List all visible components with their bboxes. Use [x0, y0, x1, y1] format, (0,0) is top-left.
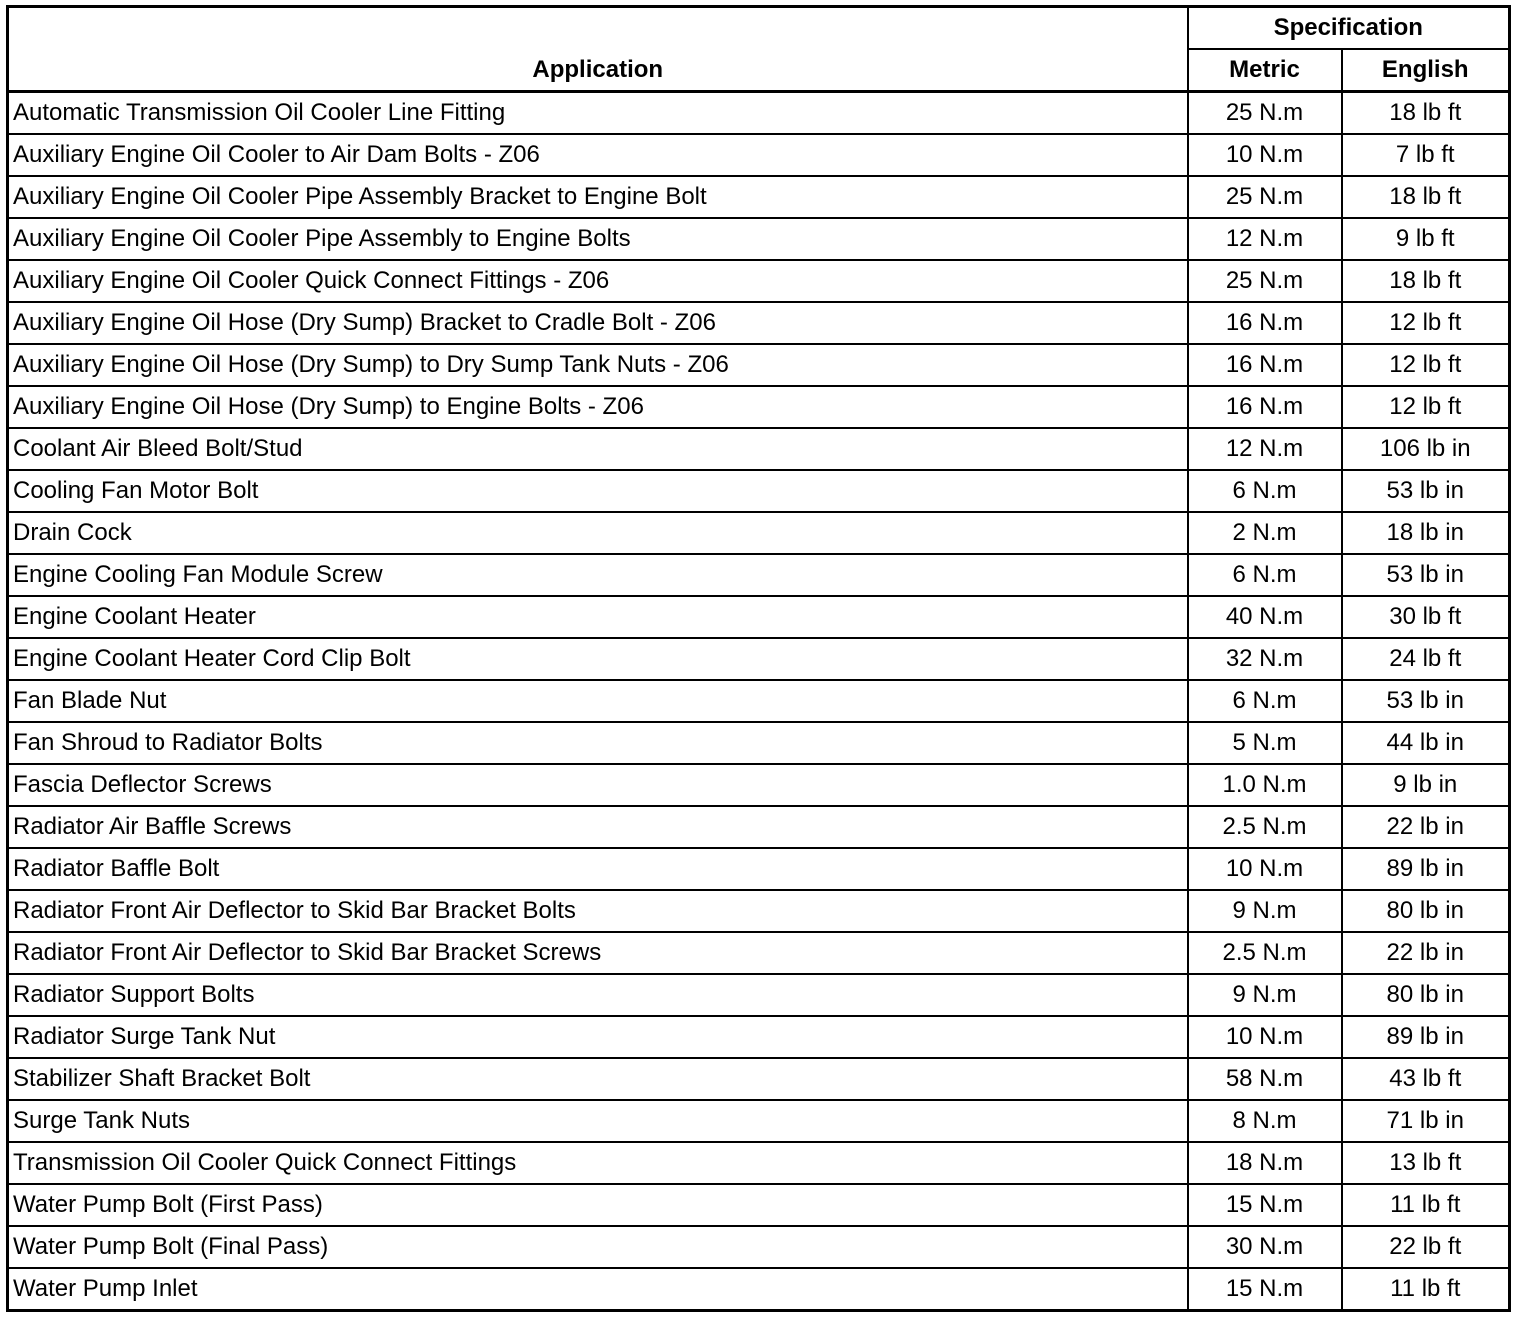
application-cell: Transmission Oil Cooler Quick Connect Fittings [8, 1142, 1188, 1184]
english-cell: 22 lb ft [1342, 1226, 1510, 1268]
metric-cell: 16 N.m [1188, 386, 1342, 428]
metric-cell: 25 N.m [1188, 260, 1342, 302]
table-header [8, 7, 1510, 92]
metric-cell: 15 N.m [1188, 1268, 1342, 1311]
table-row [8, 974, 1510, 1016]
table-row [8, 92, 1510, 135]
application-cell: Cooling Fan Motor Bolt [8, 470, 1188, 512]
table-row [8, 932, 1510, 974]
english-cell: 22 lb in [1342, 806, 1510, 848]
english-cell: 89 lb in [1342, 848, 1510, 890]
metric-cell: 2 N.m [1188, 512, 1342, 554]
english-cell: 80 lb in [1342, 890, 1510, 932]
table-row [8, 596, 1510, 638]
table-row [8, 806, 1510, 848]
english-cell: 18 lb ft [1342, 176, 1510, 218]
application-cell: Auxiliary Engine Oil Hose (Dry Sump) to Engine Bolts - Z06 [8, 386, 1188, 428]
metric-cell: 9 N.m [1188, 974, 1342, 1016]
application-column-header: Application [8, 7, 1188, 92]
table-row [8, 1184, 1510, 1226]
table-row [8, 1142, 1510, 1184]
metric-cell: 18 N.m [1188, 1142, 1342, 1184]
english-cell: 9 lb ft [1342, 218, 1510, 260]
table-row [8, 1058, 1510, 1100]
table-row [8, 1100, 1510, 1142]
english-column-header: English [1342, 49, 1510, 92]
english-cell: 18 lb in [1342, 512, 1510, 554]
application-cell: Fascia Deflector Screws [8, 764, 1188, 806]
application-cell: Auxiliary Engine Oil Cooler to Air Dam Bolts - Z06 [8, 134, 1188, 176]
metric-cell: 6 N.m [1188, 470, 1342, 512]
metric-cell: 6 N.m [1188, 680, 1342, 722]
english-cell: 80 lb in [1342, 974, 1510, 1016]
english-cell: 106 lb in [1342, 428, 1510, 470]
metric-cell: 9 N.m [1188, 890, 1342, 932]
application-cell: Auxiliary Engine Oil Hose (Dry Sump) to Dry Sump Tank Nuts - Z06 [8, 344, 1188, 386]
metric-cell: 58 N.m [1188, 1058, 1342, 1100]
application-cell: Engine Coolant Heater [8, 596, 1188, 638]
table-row [8, 344, 1510, 386]
metric-cell: 6 N.m [1188, 554, 1342, 596]
header-row-top [8, 7, 1510, 50]
english-cell: 13 lb ft [1342, 1142, 1510, 1184]
english-cell: 12 lb ft [1342, 302, 1510, 344]
application-cell: Fan Shroud to Radiator Bolts [8, 722, 1188, 764]
metric-cell: 10 N.m [1188, 848, 1342, 890]
application-cell: Radiator Air Baffle Screws [8, 806, 1188, 848]
table-body [8, 92, 1510, 1311]
english-cell: 53 lb in [1342, 554, 1510, 596]
application-cell: Surge Tank Nuts [8, 1100, 1188, 1142]
application-cell: Radiator Baffle Bolt [8, 848, 1188, 890]
metric-cell: 25 N.m [1188, 176, 1342, 218]
english-cell: 22 lb in [1342, 932, 1510, 974]
table-row [8, 890, 1510, 932]
application-cell: Stabilizer Shaft Bracket Bolt [8, 1058, 1188, 1100]
table-row [8, 1016, 1510, 1058]
application-cell: Radiator Support Bolts [8, 974, 1188, 1016]
english-cell: 53 lb in [1342, 470, 1510, 512]
table-row [8, 1268, 1510, 1311]
english-cell: 89 lb in [1342, 1016, 1510, 1058]
table-row [8, 512, 1510, 554]
english-cell: 43 lb ft [1342, 1058, 1510, 1100]
english-cell: 71 lb in [1342, 1100, 1510, 1142]
table-row [8, 302, 1510, 344]
table-row [8, 722, 1510, 764]
application-cell: Drain Cock [8, 512, 1188, 554]
application-cell: Auxiliary Engine Oil Hose (Dry Sump) Bracket to Cradle Bolt - Z06 [8, 302, 1188, 344]
table-row [8, 764, 1510, 806]
english-cell: 30 lb ft [1342, 596, 1510, 638]
application-cell: Auxiliary Engine Oil Cooler Pipe Assembly Bracket to Engine Bolt [8, 176, 1188, 218]
table-row [8, 176, 1510, 218]
table-row [8, 260, 1510, 302]
application-cell: Auxiliary Engine Oil Cooler Quick Connect Fittings - Z06 [8, 260, 1188, 302]
metric-cell: 1.0 N.m [1188, 764, 1342, 806]
application-cell: Water Pump Inlet [8, 1268, 1188, 1311]
english-cell: 24 lb ft [1342, 638, 1510, 680]
english-cell: 53 lb in [1342, 680, 1510, 722]
metric-cell: 2.5 N.m [1188, 932, 1342, 974]
table-row [8, 218, 1510, 260]
application-cell: Radiator Surge Tank Nut [8, 1016, 1188, 1058]
application-cell: Fan Blade Nut [8, 680, 1188, 722]
english-cell: 7 lb ft [1342, 134, 1510, 176]
metric-cell: 16 N.m [1188, 302, 1342, 344]
english-cell: 44 lb in [1342, 722, 1510, 764]
table-row [8, 554, 1510, 596]
application-cell: Radiator Front Air Deflector to Skid Bar Bracket Screws [8, 932, 1188, 974]
metric-cell: 32 N.m [1188, 638, 1342, 680]
metric-cell: 12 N.m [1188, 428, 1342, 470]
metric-cell: 12 N.m [1188, 218, 1342, 260]
application-cell: Engine Cooling Fan Module Screw [8, 554, 1188, 596]
metric-cell: 10 N.m [1188, 134, 1342, 176]
application-cell: Water Pump Bolt (Final Pass) [8, 1226, 1188, 1268]
english-cell: 12 lb ft [1342, 344, 1510, 386]
metric-cell: 40 N.m [1188, 596, 1342, 638]
application-cell: Engine Coolant Heater Cord Clip Bolt [8, 638, 1188, 680]
specification-column-header: Specification [1188, 7, 1510, 50]
application-cell: Automatic Transmission Oil Cooler Line Fitting [8, 92, 1188, 135]
metric-column-header: Metric [1188, 49, 1342, 92]
metric-cell: 25 N.m [1188, 92, 1342, 135]
metric-cell: 2.5 N.m [1188, 806, 1342, 848]
english-cell: 9 lb in [1342, 764, 1510, 806]
table-row [8, 848, 1510, 890]
table-row [8, 680, 1510, 722]
metric-cell: 5 N.m [1188, 722, 1342, 764]
application-cell: Auxiliary Engine Oil Cooler Pipe Assembly to Engine Bolts [8, 218, 1188, 260]
metric-cell: 8 N.m [1188, 1100, 1342, 1142]
table-row [8, 1226, 1510, 1268]
english-cell: 12 lb ft [1342, 386, 1510, 428]
english-cell: 18 lb ft [1342, 92, 1510, 135]
english-cell: 11 lb ft [1342, 1184, 1510, 1226]
fastener-specification-table [6, 5, 1511, 1312]
metric-cell: 30 N.m [1188, 1226, 1342, 1268]
application-cell: Water Pump Bolt (First Pass) [8, 1184, 1188, 1226]
english-cell: 11 lb ft [1342, 1268, 1510, 1311]
table-row [8, 134, 1510, 176]
english-cell: 18 lb ft [1342, 260, 1510, 302]
table-row [8, 386, 1510, 428]
table-row [8, 428, 1510, 470]
application-cell: Radiator Front Air Deflector to Skid Bar Bracket Bolts [8, 890, 1188, 932]
table-row [8, 470, 1510, 512]
metric-cell: 10 N.m [1188, 1016, 1342, 1058]
metric-cell: 16 N.m [1188, 344, 1342, 386]
table-row [8, 638, 1510, 680]
application-cell: Coolant Air Bleed Bolt/Stud [8, 428, 1188, 470]
metric-cell: 15 N.m [1188, 1184, 1342, 1226]
